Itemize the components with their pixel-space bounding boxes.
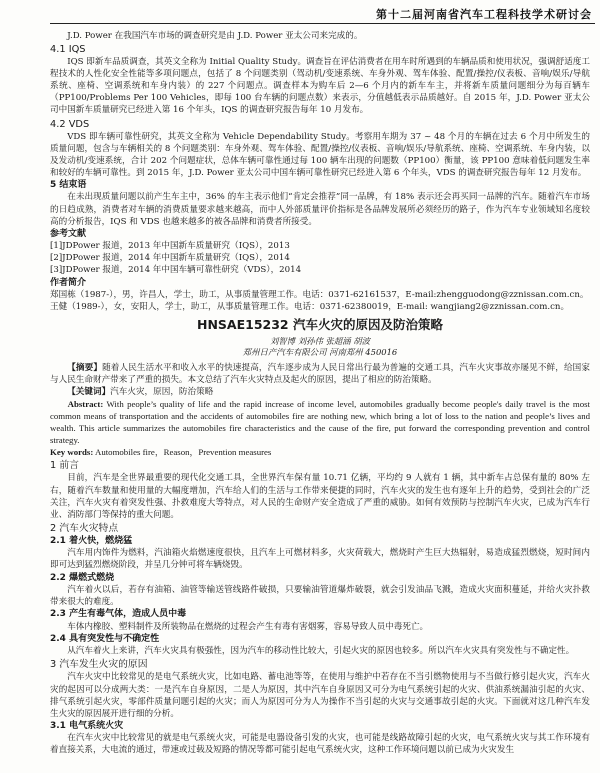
reference-item: [1]JDPower 报道，2013 年中国新车质量研究（IQS），2013 xyxy=(50,241,290,252)
section-4-1-body: IQS 即新车品质调查，其英文全称为 Initial Quality Study。调查旨在评估消费者在用车时所遇到的车辆品质和使用状况，强调舒适度工程技术的人性化安全性能等多项问题点，包括了 8 个问题类别（驾动机/变速系统、车身外观、驾车体验、配置/操控/仪表板、音响/娱乐/导航系统、座椅、空调系统和车身内装）的 227 个问题点。调查样本为购车后 2—6 个月内的新车车主，并将新车质量问题细分为每百辆车（PP100/Problems Per 100 Vehicles，即每 100 台车辆的问题点数）来表示，分值越低表示品质越好。自 2015 年，J.D. Power 亚太公司中国新车质量研究已经进入第 16 个年头，IQS 的调查研究报告每年 10 月发布。 xyxy=(50,57,590,116)
keywords-en-text: Automobiles fire，Reason，Prevention measures xyxy=(94,447,272,458)
page-content xyxy=(50,30,590,756)
article-section-3-1-body: 在汽车火灾中比较常见的就是电气系统火灾，可能是电器设备引发的火灾，也可能是线路故障引起的火灾，电气系统火灾与其工作环境有着直接关系，大电流的通过，带速或过载及短路的情况等都可能引起电气系统火灾，这种工作环境问题以前已成为火灾发生 xyxy=(50,733,590,756)
abstract-zh xyxy=(50,362,590,386)
abstract-en-text: With people’s quality of life and the rapid increase of income level, automobiles gradually become people's daily travel is the most common means of transportation and the accidents of automobiles fire are nothing new, which bring a lot of loss to the nation and people’s lives and wealth. This article summarizes the automobiles fire characteristics and the cause of the fire, put forward the corresponding prevention and control strategy. xyxy=(50,399,590,446)
section-4-2-heading: 4.2 VDS xyxy=(50,118,90,130)
article-section-1-heading: 1 前言 xyxy=(50,460,79,472)
header-rule xyxy=(50,23,595,24)
reference-item: [2]JDPower 报道，2014 年中国新车质量研究（IQS），2014 xyxy=(50,253,290,264)
keywords-zh xyxy=(50,386,590,398)
article-section-3-1-heading: 3.1 电气系统火灾 xyxy=(50,720,124,731)
article-section-3-body: 汽车火灾中比较常见的是电气系统火灾，比如电路、蓄电池等等，在使用与维护中若存在不当引燃物使用与不当做行修引起火灾，汽车火灾的起因可以分成两大类：一是汽车自身原因，二是人为原因，其中汽车自身原因又可分为电气系统引起的火灾、供油系统漏油引起的火灾、排气系统引起火灾，零部件质量问题引起的火灾；而人为原因可分为人为操作不当引起的火灾与交通事故引起的火灾。下面就对这几种汽车发生火灾的原因展开进行细的分析。 xyxy=(50,672,590,719)
article-authors: 刘智博 刘孙伟 张超涵 胡波 xyxy=(269,336,371,347)
abstract-en-label: Abstract: xyxy=(67,399,104,410)
section-5-heading: 5 结束语 xyxy=(50,179,87,190)
article-section-2-4-body: 从汽车着火上来讲，汽车火灾具有极强性，因为汽车的移动性比较大，引起火灾的原因也较多。所以汽车火灾具有突发性与不确定性。 xyxy=(67,646,575,657)
article-section-2-1-body: 汽车用内饰件为燃料，汽油箱火焰燃速度很快，且汽车上可燃材料多，火灾荷载大，燃烧时产生巨大热辐射，易造成猛烈燃烧，短时间内即可达到猛烈燃烧阶段，并呈几分钟可将车辆烧毁。 xyxy=(50,548,590,571)
author-info-title: 作者简介 xyxy=(50,277,87,288)
article-section-2-1-heading: 2.1 着火快，燃烧猛 xyxy=(50,535,133,546)
article-section-1-body: 目前，汽车是全世界最重要的现代化交通工具，全世界汽车保有量 10.71 亿辆，平均约 9 人就有 1 辆，其中新车占总保有量的 80% 左右，随着汽车数量和使用量的大幅度增加，汽车给人们的生活与工作带来便捷的同时，汽车火灾的发生也有逐年上升的趋势，受到社会的广泛关注，汽车火灾有着突发性强、扑救难度大等特点，对人民的生命财产安全造成了严重的威胁。如何有效预防与控制汽车火灾，已成为汽车行业、消防部门等保持的重大问题。 xyxy=(50,473,590,520)
article-section-2-2-heading: 2.2 爆燃式燃烧 xyxy=(50,572,115,583)
article-section-2-3-body: 车体内橡胶、塑料制件及所装物品在燃烧的过程会产生有毒有害烟雾，容易导致人员中毒死亡。 xyxy=(67,621,429,632)
article-section-2-4-heading: 2.4 具有突发性与不确定性 xyxy=(50,633,160,644)
abstract-en xyxy=(50,398,590,446)
reference-item: [3]JDPower 报道，2014 年中国车辆可靠性研究（VDS），2014 xyxy=(50,265,302,276)
article-section-2-2-body: 汽车着火以后，若存有油箱、油管等输送管线路件破损，只要输油管道爆炸破裂，就会引发油品飞溅，造成火灾面积蔓延，并给火灾扑救带来很大的难度。 xyxy=(50,585,590,608)
article-section-2-heading: 2 汽车火灾特点 xyxy=(50,522,119,534)
section-4-2-body: VDS 即车辆可靠性研究，其英文全称为 Vehicle Dependability Study。考察用车期为 37 ~ 48 个月的车辆在过去 6 个月中所发生的质量问题，包含与车辆相关的 8 个问题类别：车身外观、驾车体验、配置/操控/仪表板、音响/娱乐/导航系统、座椅、空调系统、车身内装，以及发动机/变速系统，合计 202 个问题症状，总体车辆可靠性通过每 100 辆车出现的问题数（PP100）衡量，该 PP100 意味着低问题发生率和较好的车辆可靠性。到 2015 年，J.D. Power 亚太公司中国车辆可靠性研究已经进入第 6 个年头，VDS 的调查研究报告每年 12 月发布。 xyxy=(50,131,590,178)
running-head: 第十二届河南省汽车工程科技学术研讨会 xyxy=(376,8,592,21)
keywords-zh-label: 【关键词】 xyxy=(67,387,111,398)
article-affiliation: 郑州日产汽车有限公司 河南郑州 450016 xyxy=(242,347,398,358)
abstract-zh-label: 【摘要】 xyxy=(67,363,103,374)
intro-paragraph: J.D. Power 在我国汽车市场的调查研究是由 J.D. Power 亚太公司来完成的。 xyxy=(67,31,363,41)
references-title: 参考文献 xyxy=(50,228,87,239)
keywords-en xyxy=(50,446,590,458)
author-info-item: 王健（1989-），女，安阳人，学士，助工，从事质量管理工作。电话：0371-62380019，E-mail: wangjiang2@zznissan.com.cn。 xyxy=(50,302,570,313)
author-info-item: 郑国栋（1987-），男，许昌人，学士，助工，从事质量管理工作。电话：0371-62161537，E-mail:zhengguodong@zznissan.com.cn。 xyxy=(50,290,589,300)
keywords-zh-text: 汽车火灾，原因，防治策略 xyxy=(110,387,214,398)
abstract-zh-text: 随着人民生活水平和收入水平的快速提高，汽车逐步成为人民日常出行最为普遍的交通工具，汽车火灾事故亦屡见不鲜，给国家与人民生命财产带来了严重的损失。本文总结了汽车火灾特点及起火的原因，提出了相应的防治策略。 xyxy=(50,363,590,386)
section-5-body: 在未出现质量问题以前产生车主中，36% 的车主表示他们“肯定会推荐”同一品牌，有 18% 表示还会再买同一品牌的汽车。随着汽车市场的日趋成熟，消费者对车辆的消费质量要求越来越高，而中人外部质量评价指标是各品牌发展所必须经历的路子，作为汽车专业领域知名度较高的分析报告，IQS 和 VDS 也越来越多的被各品牌和消费者所接受。 xyxy=(50,192,590,227)
article-section-3-heading: 3 汽车发生火灾的原因 xyxy=(50,659,148,671)
keywords-en-label: Key words: xyxy=(50,447,94,458)
section-4-1-heading: 4.1 IQS xyxy=(50,44,86,56)
article-section-2-3-heading: 2.3 产生有毒气体，造成人员中毒 xyxy=(50,609,187,620)
article-title: HNSAE15232 汽车火灾的原因及防治策略 xyxy=(197,317,443,333)
